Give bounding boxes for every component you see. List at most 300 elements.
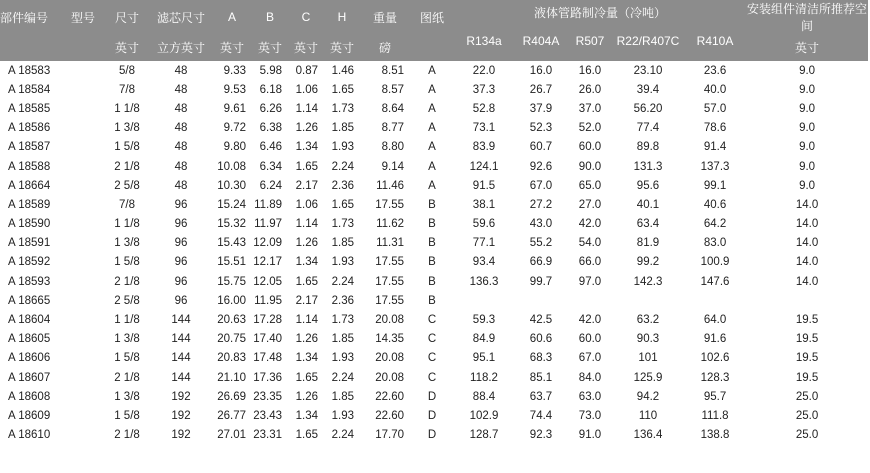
cell-dim-h: 2.36 bbox=[331, 179, 354, 192]
cell-drawing: B bbox=[428, 275, 436, 288]
cell-drawing: A bbox=[428, 160, 436, 173]
table-row bbox=[0, 406, 868, 425]
cell-size: 2 5/8 bbox=[114, 179, 140, 192]
cell-filter-size: 144 bbox=[171, 371, 191, 384]
cell-dim-c: 1.34 bbox=[295, 352, 318, 365]
cell-r22: 125.9 bbox=[633, 371, 663, 384]
col-r22: R22/R407C bbox=[612, 34, 684, 61]
unit-size: 英寸 bbox=[104, 34, 150, 61]
cell-weight: 11.62 bbox=[376, 218, 404, 231]
cell-part-no: A 18584 bbox=[8, 83, 51, 96]
refrigerant-title: 液体管路制冷量（冷吨） bbox=[534, 6, 667, 20]
cell-dim-b: 17.40 bbox=[253, 333, 282, 346]
cell-drawing: A bbox=[428, 122, 436, 135]
cell-dim-b: 11.89 bbox=[254, 198, 282, 211]
cell-model bbox=[62, 368, 104, 387]
cell-clearance: 14.0 bbox=[795, 198, 819, 211]
cell-model bbox=[62, 157, 104, 176]
cell-r410a: 57.0 bbox=[703, 102, 727, 115]
cell-r22: 95.6 bbox=[636, 179, 660, 192]
cell-drawing: C bbox=[427, 333, 437, 346]
cell-r134a: 128.7 bbox=[469, 429, 499, 442]
cell-dim-c: 2.17 bbox=[295, 294, 318, 307]
cell-weight: 17.55 bbox=[375, 198, 404, 211]
cell-r404a: 16.0 bbox=[529, 64, 553, 77]
col-r507: R507 bbox=[568, 34, 612, 61]
cell-clearance: 9.0 bbox=[799, 83, 816, 96]
cell-dim-c: 2.17 bbox=[295, 179, 318, 192]
cell-r404a: 74.4 bbox=[529, 409, 553, 422]
cell-weight: 8.64 bbox=[381, 102, 404, 115]
cell-part-no: A 18589 bbox=[8, 198, 51, 211]
cell-size: 2 1/8 bbox=[114, 275, 140, 288]
cell-r507: 91.0 bbox=[578, 429, 602, 442]
cell-r134a: 59.3 bbox=[472, 314, 496, 327]
cell-weight: 22.60 bbox=[375, 390, 404, 403]
unit-drawing-blank bbox=[410, 34, 454, 61]
cell-r507: 27.0 bbox=[578, 198, 602, 211]
cell-size: 1 3/8 bbox=[114, 333, 140, 346]
cell-r134a bbox=[454, 291, 514, 310]
cell-r134a: 91.5 bbox=[472, 179, 496, 192]
cell-r410a: 102.6 bbox=[700, 352, 730, 365]
cell-model bbox=[62, 330, 104, 349]
cell-model bbox=[62, 176, 104, 195]
cell-r410a: 40.6 bbox=[703, 198, 727, 211]
cell-dim-c: 1.14 bbox=[295, 102, 318, 115]
cell-dim-h: 2.24 bbox=[331, 160, 354, 173]
cell-drawing: D bbox=[427, 409, 437, 422]
cell-weight: 20.08 bbox=[375, 352, 404, 365]
cell-model bbox=[62, 310, 104, 329]
cell-r134a: 22.0 bbox=[472, 64, 496, 77]
cell-r410a: 99.1 bbox=[703, 179, 727, 192]
cell-r507: 65.0 bbox=[578, 179, 602, 192]
cell-dim-b: 23.43 bbox=[253, 409, 282, 422]
cell-r410a: 83.0 bbox=[703, 237, 727, 250]
cell-dim-a: 20.75 bbox=[217, 333, 246, 346]
cell-dim-b: 12.05 bbox=[253, 275, 282, 288]
col-r410a: R410A bbox=[684, 34, 746, 61]
cell-drawing: B bbox=[428, 294, 436, 307]
col-model: 型号 bbox=[62, 0, 104, 34]
cell-weight: 8.57 bbox=[381, 83, 404, 96]
cell-model bbox=[62, 215, 104, 234]
cell-r404a: 60.6 bbox=[529, 333, 553, 346]
cell-size: 1 5/8 bbox=[114, 352, 140, 365]
cell-r410a: 91.4 bbox=[703, 141, 727, 154]
cell-r507: 42.0 bbox=[578, 314, 602, 327]
cell-weight: 8.51 bbox=[381, 64, 404, 77]
cell-model bbox=[62, 119, 104, 138]
col-r404a: R404A bbox=[514, 34, 568, 61]
cell-part-no: A 18610 bbox=[8, 429, 51, 442]
cell-r134a: 88.4 bbox=[472, 390, 496, 403]
cell-r404a: 63.7 bbox=[529, 390, 553, 403]
cell-clearance bbox=[746, 291, 868, 310]
cell-r22: 90.3 bbox=[636, 333, 660, 346]
cell-drawing: B bbox=[428, 218, 436, 231]
cell-dim-b: 23.31 bbox=[253, 429, 282, 442]
cell-r134a: 77.1 bbox=[472, 237, 496, 250]
unit-model-blank bbox=[62, 34, 104, 61]
cell-r507: 16.0 bbox=[578, 64, 602, 77]
cell-dim-h: 2.24 bbox=[331, 275, 354, 288]
unit-clearance: 英寸 bbox=[746, 34, 868, 61]
cell-dim-a: 10.30 bbox=[217, 179, 246, 192]
unit-filter: 立方英寸 bbox=[150, 34, 212, 61]
cell-drawing: C bbox=[427, 314, 437, 327]
cell-dim-a: 20.63 bbox=[217, 314, 246, 327]
cell-r22: 40.1 bbox=[636, 198, 660, 211]
cell-r22: 99.2 bbox=[636, 256, 660, 269]
cell-model bbox=[62, 138, 104, 157]
cell-drawing: D bbox=[427, 429, 437, 442]
cell-drawing: A bbox=[428, 64, 436, 77]
cell-dim-a: 9.33 bbox=[223, 64, 246, 77]
table-row bbox=[0, 426, 868, 445]
cell-dim-c: 1.65 bbox=[295, 371, 318, 384]
cell-drawing: C bbox=[427, 352, 437, 365]
cell-r410a: 137.3 bbox=[700, 160, 730, 173]
cell-r410a: 100.9 bbox=[700, 256, 730, 269]
cell-drawing: C bbox=[427, 371, 437, 384]
cell-part-no: A 18588 bbox=[8, 160, 51, 173]
cell-clearance: 9.0 bbox=[799, 160, 816, 173]
cell-dim-c: 1.65 bbox=[295, 275, 318, 288]
col-filter-size: 滤芯尺寸 bbox=[150, 0, 212, 34]
cell-r22: 23.10 bbox=[633, 64, 663, 77]
col-dim-b: B bbox=[252, 0, 288, 34]
cell-weight: 8.80 bbox=[381, 141, 404, 154]
cell-weight: 17.55 bbox=[375, 294, 404, 307]
cell-model bbox=[62, 406, 104, 425]
cell-dim-a: 15.51 bbox=[217, 256, 246, 269]
table-row bbox=[0, 215, 868, 234]
cell-r507: 90.0 bbox=[578, 160, 602, 173]
cell-r507: 66.0 bbox=[578, 256, 602, 269]
cell-dim-a: 15.24 bbox=[217, 198, 246, 211]
cell-part-no: A 18606 bbox=[8, 352, 51, 365]
cell-r507: 84.0 bbox=[578, 371, 602, 384]
cell-model bbox=[62, 387, 104, 406]
cell-filter-size: 192 bbox=[171, 429, 191, 442]
cell-part-no: A 18607 bbox=[8, 371, 51, 384]
cell-dim-b: 17.36 bbox=[253, 371, 282, 384]
cell-dim-h: 1.65 bbox=[331, 83, 354, 96]
cell-r22: 56.20 bbox=[633, 102, 663, 115]
cell-dim-c: 1.14 bbox=[295, 218, 318, 231]
cell-r22: 110 bbox=[638, 409, 658, 422]
header-row-2 bbox=[0, 34, 868, 61]
table-row bbox=[0, 234, 868, 253]
table-row bbox=[0, 138, 868, 157]
cell-drawing: A bbox=[428, 102, 436, 115]
cell-dim-c: 1.26 bbox=[295, 390, 318, 403]
cell-dim-a: 15.43 bbox=[217, 237, 246, 250]
cell-dim-a: 15.32 bbox=[217, 218, 246, 231]
cell-size: 1 3/8 bbox=[114, 390, 140, 403]
cell-dim-h: 1.93 bbox=[331, 256, 354, 269]
cell-drawing: B bbox=[428, 198, 436, 211]
cell-dim-c: 1.14 bbox=[295, 314, 318, 327]
cell-r507: 60.0 bbox=[578, 141, 602, 154]
cell-filter-size: 144 bbox=[171, 314, 191, 327]
cell-model bbox=[62, 291, 104, 310]
cell-model bbox=[62, 426, 104, 445]
cell-r507: 97.0 bbox=[578, 275, 602, 288]
cell-dim-b: 6.26 bbox=[259, 102, 282, 115]
header-row-1 bbox=[0, 0, 868, 34]
cell-r410a: 64.2 bbox=[703, 218, 727, 231]
table-row bbox=[0, 119, 868, 138]
cell-r404a bbox=[514, 291, 568, 310]
cell-dim-b: 6.34 bbox=[259, 160, 282, 173]
cell-size: 7/8 bbox=[119, 198, 135, 211]
table-row bbox=[0, 195, 868, 214]
cell-r507 bbox=[568, 291, 612, 310]
cell-r507: 73.0 bbox=[578, 409, 602, 422]
cell-dim-b: 11.95 bbox=[254, 294, 282, 307]
cell-weight: 17.70 bbox=[375, 429, 404, 442]
cell-weight: 11.46 bbox=[376, 179, 404, 192]
col-dim-c: C bbox=[288, 0, 324, 34]
cell-size: 1 1/8 bbox=[114, 314, 140, 327]
cell-filter-size: 144 bbox=[171, 333, 191, 346]
cell-r410a: 138.8 bbox=[700, 429, 730, 442]
cell-dim-b: 6.38 bbox=[259, 122, 282, 135]
cell-weight: 20.08 bbox=[375, 371, 404, 384]
cell-part-no: A 18593 bbox=[8, 275, 51, 288]
cell-dim-b: 12.17 bbox=[253, 256, 282, 269]
cell-clearance: 19.5 bbox=[795, 352, 819, 365]
cell-r134a: 59.6 bbox=[472, 218, 496, 231]
cell-dim-a: 9.61 bbox=[223, 102, 246, 115]
cell-dim-a: 9.72 bbox=[223, 122, 246, 135]
cell-r134a: 52.8 bbox=[472, 102, 496, 115]
col-refrigerant-group bbox=[454, 0, 746, 34]
cell-r507: 42.0 bbox=[578, 218, 602, 231]
cell-clearance: 9.0 bbox=[799, 122, 816, 135]
cell-dim-b: 5.98 bbox=[259, 64, 282, 77]
cell-drawing: A bbox=[428, 179, 436, 192]
unit-h: 英寸 bbox=[324, 34, 360, 61]
unit-part-blank bbox=[0, 34, 62, 61]
cell-clearance: 19.5 bbox=[795, 371, 819, 384]
table-row bbox=[0, 99, 868, 118]
cell-size: 1 3/8 bbox=[114, 122, 140, 135]
cell-r404a: 43.0 bbox=[529, 218, 553, 231]
cell-filter-size: 48 bbox=[174, 141, 188, 154]
cell-dim-h: 1.85 bbox=[331, 333, 354, 346]
cell-weight: 11.31 bbox=[376, 237, 404, 250]
col-weight: 重量 bbox=[360, 0, 410, 34]
cell-filter-size: 96 bbox=[174, 294, 188, 307]
cell-filter-size: 192 bbox=[171, 409, 191, 422]
cell-filter-size: 96 bbox=[174, 275, 188, 288]
cell-drawing: A bbox=[428, 83, 436, 96]
cell-dim-c: 1.06 bbox=[295, 83, 318, 96]
cell-r404a: 37.9 bbox=[529, 102, 553, 115]
cell-r134a: 136.3 bbox=[469, 275, 499, 288]
table-row bbox=[0, 272, 868, 291]
cell-r507: 26.0 bbox=[578, 83, 602, 96]
cell-dim-a: 20.83 bbox=[217, 352, 246, 365]
cell-clearance: 25.0 bbox=[795, 390, 819, 403]
cell-r404a: 66.9 bbox=[529, 256, 553, 269]
unit-weight: 磅 bbox=[360, 34, 410, 61]
cell-part-no: A 18590 bbox=[8, 218, 51, 231]
unit-a: 英寸 bbox=[212, 34, 252, 61]
cell-r22: 63.2 bbox=[636, 314, 660, 327]
cell-r22: 81.9 bbox=[636, 237, 660, 250]
cell-r404a: 42.5 bbox=[529, 314, 553, 327]
table-row bbox=[0, 368, 868, 387]
cell-r134a: 38.1 bbox=[472, 198, 496, 211]
cell-r404a: 60.7 bbox=[529, 141, 553, 154]
cell-r22: 63.4 bbox=[636, 218, 660, 231]
cell-r134a: 102.9 bbox=[469, 409, 499, 422]
cell-r410a: 147.6 bbox=[700, 275, 730, 288]
cell-r22: 136.4 bbox=[633, 429, 663, 442]
cell-r507: 37.0 bbox=[578, 102, 602, 115]
cell-dim-c: 1.06 bbox=[295, 198, 318, 211]
col-drawing: 图纸 bbox=[410, 0, 454, 34]
cell-dim-c: 1.65 bbox=[295, 429, 318, 442]
cell-dim-a: 26.69 bbox=[217, 390, 246, 403]
cell-weight: 22.60 bbox=[375, 409, 404, 422]
cell-r507: 63.0 bbox=[578, 390, 602, 403]
col-dim-h: H bbox=[324, 0, 360, 34]
cell-r410a: 91.6 bbox=[703, 333, 727, 346]
table-row bbox=[0, 157, 868, 176]
cell-r410a: 95.7 bbox=[703, 390, 727, 403]
cell-filter-size: 96 bbox=[174, 198, 188, 211]
cell-r22: 77.4 bbox=[636, 122, 660, 135]
table-row bbox=[0, 61, 868, 80]
cell-r410a: 23.6 bbox=[703, 64, 727, 77]
cell-size: 1 3/8 bbox=[114, 237, 140, 250]
cell-size: 1 5/8 bbox=[114, 409, 140, 422]
cell-weight: 8.77 bbox=[381, 122, 404, 135]
cell-dim-c: 0.87 bbox=[295, 64, 318, 77]
cell-dim-c: 1.26 bbox=[295, 333, 318, 346]
cell-clearance: 14.0 bbox=[795, 275, 819, 288]
cell-drawing: D bbox=[427, 390, 437, 403]
cell-part-no: A 18665 bbox=[8, 294, 51, 307]
cell-filter-size: 48 bbox=[174, 179, 188, 192]
cell-dim-a: 16.00 bbox=[217, 294, 246, 307]
cell-clearance: 9.0 bbox=[799, 141, 816, 154]
cell-dim-c: 1.65 bbox=[295, 160, 318, 173]
cell-r134a: 118.2 bbox=[470, 371, 498, 384]
cell-dim-b: 17.28 bbox=[253, 314, 282, 327]
col-r134a: R134a bbox=[454, 34, 514, 61]
cell-weight: 17.55 bbox=[375, 275, 404, 288]
cell-filter-size: 48 bbox=[174, 122, 188, 135]
unit-c: 英寸 bbox=[288, 34, 324, 61]
cell-part-no: A 18587 bbox=[8, 141, 51, 154]
cell-clearance: 9.0 bbox=[799, 64, 816, 77]
cell-dim-a: 10.08 bbox=[217, 160, 246, 173]
cell-r410a: 78.6 bbox=[703, 122, 727, 135]
cell-clearance: 14.0 bbox=[795, 218, 819, 231]
cell-r134a: 84.9 bbox=[472, 333, 496, 346]
cell-model bbox=[62, 195, 104, 214]
cell-clearance: 9.0 bbox=[799, 102, 816, 115]
cell-r410a: 128.3 bbox=[700, 371, 730, 384]
cell-r134a: 124.1 bbox=[469, 160, 499, 173]
table-row bbox=[0, 176, 868, 195]
cell-size: 2 1/8 bbox=[114, 429, 140, 442]
cell-filter-size: 48 bbox=[174, 160, 188, 173]
cell-dim-b: 11.97 bbox=[254, 218, 282, 231]
table-row bbox=[0, 291, 868, 310]
cell-filter-size: 192 bbox=[171, 390, 191, 403]
cell-size: 1 1/8 bbox=[114, 102, 140, 115]
cell-filter-size: 144 bbox=[171, 352, 191, 365]
cell-dim-a: 27.01 bbox=[217, 429, 246, 442]
cell-r22: 131.3 bbox=[633, 160, 663, 173]
cell-size: 1 5/8 bbox=[114, 141, 140, 154]
cell-weight: 17.55 bbox=[375, 256, 404, 269]
cell-r404a: 26.7 bbox=[529, 83, 553, 96]
cell-dim-h: 2.36 bbox=[331, 294, 354, 307]
cell-dim-c: 1.26 bbox=[295, 122, 318, 135]
table-header bbox=[0, 0, 868, 61]
cell-model bbox=[62, 234, 104, 253]
cell-model bbox=[62, 99, 104, 118]
col-part-no: 部件编号 bbox=[0, 0, 62, 34]
cell-r134a: 95.1 bbox=[472, 352, 496, 365]
table-row bbox=[0, 253, 868, 272]
cell-r134a: 37.3 bbox=[472, 83, 496, 96]
cell-size: 1 5/8 bbox=[114, 256, 140, 269]
cell-part-no: A 18604 bbox=[8, 314, 51, 327]
cell-filter-size: 96 bbox=[174, 237, 188, 250]
cell-r134a: 93.4 bbox=[472, 256, 496, 269]
cell-weight: 9.14 bbox=[381, 160, 404, 173]
cell-r410a: 64.0 bbox=[703, 314, 727, 327]
cell-dim-h: 1.46 bbox=[331, 64, 354, 77]
cell-dim-h: 1.73 bbox=[331, 102, 354, 115]
cell-filter-size: 96 bbox=[174, 256, 188, 269]
cell-model bbox=[62, 253, 104, 272]
table-row bbox=[0, 310, 868, 329]
table-row bbox=[0, 349, 868, 368]
cell-weight: 20.08 bbox=[375, 314, 404, 327]
cell-r22: 101 bbox=[638, 352, 658, 365]
cell-r404a: 55.2 bbox=[529, 237, 553, 250]
cell-part-no: A 18605 bbox=[8, 333, 51, 346]
cell-r410a bbox=[684, 291, 746, 310]
table-row bbox=[0, 80, 868, 99]
cell-r404a: 52.3 bbox=[529, 122, 553, 135]
cell-filter-size: 48 bbox=[174, 102, 188, 115]
cell-drawing: A bbox=[428, 141, 436, 154]
cell-filter-size: 96 bbox=[174, 218, 188, 231]
cell-r410a: 111.8 bbox=[701, 409, 729, 422]
cell-dim-h: 1.85 bbox=[331, 237, 354, 250]
cell-r404a: 68.3 bbox=[529, 352, 553, 365]
cell-dim-h: 2.24 bbox=[331, 429, 354, 442]
cell-clearance: 25.0 bbox=[795, 409, 819, 422]
cell-clearance: 19.5 bbox=[795, 333, 819, 346]
cell-r134a: 83.9 bbox=[472, 141, 496, 154]
cell-filter-size: 48 bbox=[174, 83, 188, 96]
cell-r134a: 73.1 bbox=[472, 122, 496, 135]
cell-dim-h: 1.93 bbox=[331, 352, 354, 365]
